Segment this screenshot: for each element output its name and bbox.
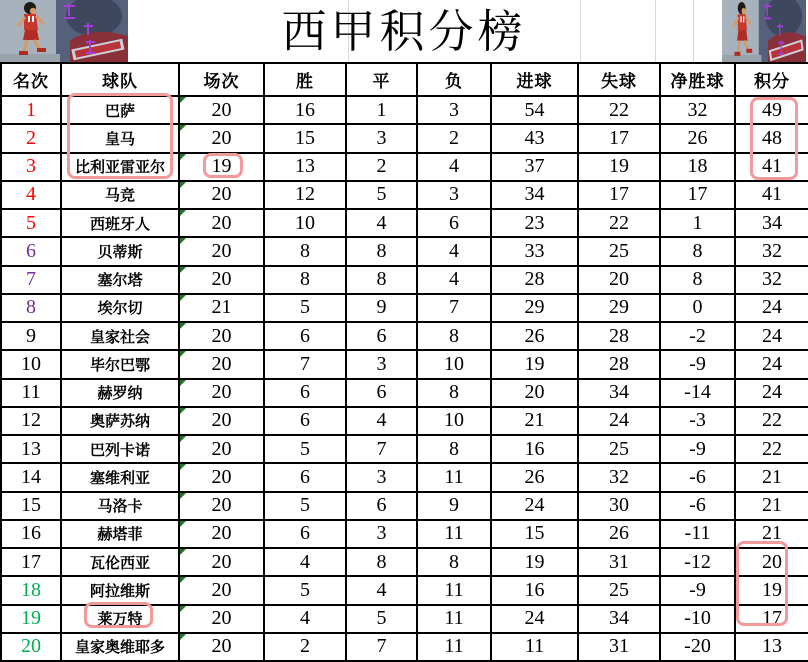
cell-draw: 7	[347, 634, 418, 662]
cell-played: 20	[180, 97, 265, 125]
cell-pts: 49	[736, 97, 808, 125]
cell-ga: 28	[579, 323, 661, 351]
highlight-box-villarreal-played	[203, 153, 243, 178]
cell-gf: 21	[492, 408, 579, 436]
cell-played: 20	[180, 238, 265, 266]
cell-gf: 29	[492, 295, 579, 323]
cell-team: 赫塔菲	[62, 521, 180, 549]
cell-rank: 20	[2, 634, 62, 662]
cell-gd: -10	[661, 606, 736, 634]
cell-gd: 18	[661, 154, 736, 182]
cell-gd: -20	[661, 634, 736, 662]
cell-played: 20	[180, 436, 265, 464]
cell-draw: 3	[347, 125, 418, 153]
cell-team: 塞尔塔	[62, 267, 180, 295]
highlight-box-top3-teams	[67, 93, 173, 179]
cell-ga: 25	[579, 238, 661, 266]
cell-rank: 6	[2, 238, 62, 266]
comment-triangle-icon	[180, 238, 186, 244]
cell-rank: 10	[2, 351, 62, 379]
cell-draw: 3	[347, 351, 418, 379]
cell-gf: 54	[492, 97, 579, 125]
cell-gf: 33	[492, 238, 579, 266]
comment-triangle-icon	[180, 267, 186, 273]
cell-draw: 6	[347, 380, 418, 408]
cell-team: 阿拉维斯	[62, 577, 180, 605]
header-gf: 进球	[492, 64, 579, 97]
cell-played: 20	[180, 125, 265, 153]
cell-rank: 2	[2, 125, 62, 153]
cell-team: 埃尔切	[62, 295, 180, 323]
cell-gf: 19	[492, 351, 579, 379]
cell-pts: 48	[736, 125, 808, 153]
cell-ga: 17	[579, 125, 661, 153]
cell-pts: 21	[736, 464, 808, 492]
cell-pts: 41	[736, 154, 808, 182]
cell-loss: 3	[418, 97, 492, 125]
cell-team: 赫罗纳	[62, 380, 180, 408]
cell-gd: 32	[661, 97, 736, 125]
header-played: 场次	[180, 64, 265, 97]
cell-ga: 17	[579, 182, 661, 210]
slam-dunk-art-icon	[0, 0, 128, 62]
slam-dunk-art-icon	[722, 0, 806, 63]
cell-gd: -9	[661, 351, 736, 379]
cell-team: 莱万特	[62, 606, 180, 634]
cell-win: 6	[265, 408, 347, 436]
cell-rank: 19	[2, 606, 62, 634]
header-pts: 积分	[736, 64, 808, 97]
cell-pts: 41	[736, 182, 808, 210]
cell-draw: 3	[347, 521, 418, 549]
cell-played: 20	[180, 267, 265, 295]
cell-win: 15	[265, 125, 347, 153]
cell-draw: 2	[347, 154, 418, 182]
cell-gf: 37	[492, 154, 579, 182]
cell-rank: 17	[2, 549, 62, 577]
cell-played: 20	[180, 210, 265, 238]
cell-win: 5	[265, 295, 347, 323]
cell-gf: 16	[492, 436, 579, 464]
cell-played: 20	[180, 521, 265, 549]
cell-loss: 4	[418, 267, 492, 295]
cell-win: 16	[265, 97, 347, 125]
cell-team: 奥萨苏纳	[62, 408, 180, 436]
cell-pts: 32	[736, 238, 808, 266]
cell-loss: 11	[418, 577, 492, 605]
cell-draw: 4	[347, 408, 418, 436]
cell-pts: 34	[736, 210, 808, 238]
comment-triangle-icon	[180, 577, 186, 583]
cell-draw: 4	[347, 210, 418, 238]
cell-loss: 8	[418, 323, 492, 351]
cell-pts: 17	[736, 606, 808, 634]
cell-ga: 26	[579, 521, 661, 549]
cell-draw: 6	[347, 493, 418, 521]
cell-win: 2	[265, 634, 347, 662]
cell-loss: 3	[418, 182, 492, 210]
cell-pts: 24	[736, 380, 808, 408]
cell-ga: 29	[579, 295, 661, 323]
cell-gd: -6	[661, 464, 736, 492]
cell-pts: 32	[736, 267, 808, 295]
cell-rank: 1	[2, 97, 62, 125]
cell-team: 马洛卡	[62, 493, 180, 521]
cell-draw: 8	[347, 238, 418, 266]
comment-triangle-icon	[180, 521, 186, 527]
page-title: 西甲积分榜	[281, 4, 527, 58]
cell-pts: 13	[736, 634, 808, 662]
cell-loss: 11	[418, 464, 492, 492]
cell-win: 8	[265, 267, 347, 295]
comment-triangle-icon	[180, 295, 186, 301]
cell-rank: 18	[2, 577, 62, 605]
cell-played: 20	[180, 577, 265, 605]
cell-win: 6	[265, 323, 347, 351]
cell-gd: 8	[661, 267, 736, 295]
cell-loss: 4	[418, 154, 492, 182]
cell-loss: 6	[418, 210, 492, 238]
cell-win: 5	[265, 493, 347, 521]
cell-draw: 5	[347, 182, 418, 210]
comment-triangle-icon	[180, 634, 186, 640]
cell-gf: 23	[492, 210, 579, 238]
cell-team: 巴萨	[62, 97, 180, 125]
cell-loss: 11	[418, 634, 492, 662]
cell-gf: 26	[492, 464, 579, 492]
cell-loss: 2	[418, 125, 492, 153]
cell-gd: -9	[661, 577, 736, 605]
cell-team: 皇马	[62, 125, 180, 153]
comment-triangle-icon	[180, 351, 186, 357]
cell-team: 皇家社会	[62, 323, 180, 351]
header-ga: 失球	[579, 64, 661, 97]
comment-triangle-icon	[180, 549, 186, 555]
header-draw: 平	[347, 64, 418, 97]
cell-ga: 31	[579, 549, 661, 577]
cell-win: 13	[265, 154, 347, 182]
cell-loss: 8	[418, 380, 492, 408]
cell-rank: 14	[2, 464, 62, 492]
cell-rank: 7	[2, 267, 62, 295]
cell-team: 塞维利亚	[62, 464, 180, 492]
cell-played: 20	[180, 634, 265, 662]
cell-gd: 8	[661, 238, 736, 266]
comment-triangle-icon	[180, 210, 186, 216]
cell-played: 20	[180, 351, 265, 379]
cell-gd: 26	[661, 125, 736, 153]
cell-gd: 1	[661, 210, 736, 238]
header-loss: 负	[418, 64, 492, 97]
comment-triangle-icon	[180, 97, 186, 103]
cell-gd: -12	[661, 549, 736, 577]
comment-triangle-icon	[180, 125, 186, 131]
cell-win: 7	[265, 351, 347, 379]
cell-win: 10	[265, 210, 347, 238]
cell-gd: 17	[661, 182, 736, 210]
cell-gd: -3	[661, 408, 736, 436]
cell-rank: 16	[2, 521, 62, 549]
cell-loss: 4	[418, 238, 492, 266]
cell-played: 21	[180, 295, 265, 323]
cell-win: 4	[265, 549, 347, 577]
cell-gf: 43	[492, 125, 579, 153]
cell-win: 5	[265, 577, 347, 605]
cell-win: 6	[265, 521, 347, 549]
cell-pts: 24	[736, 295, 808, 323]
comment-triangle-icon	[180, 154, 186, 160]
cell-win: 8	[265, 238, 347, 266]
cell-ga: 22	[579, 210, 661, 238]
comment-triangle-icon	[180, 380, 186, 386]
cell-draw: 8	[347, 267, 418, 295]
cell-ga: 22	[579, 97, 661, 125]
cell-rank: 11	[2, 380, 62, 408]
cell-loss: 8	[418, 436, 492, 464]
cell-team: 毕尔巴鄂	[62, 351, 180, 379]
comment-triangle-icon	[180, 464, 186, 470]
comment-triangle-icon	[180, 323, 186, 329]
cell-draw: 8	[347, 549, 418, 577]
cell-gd: -11	[661, 521, 736, 549]
cell-played: 19	[180, 154, 265, 182]
cell-ga: 31	[579, 634, 661, 662]
cell-team: 皇家奥维耶多	[62, 634, 180, 662]
cell-rank: 5	[2, 210, 62, 238]
cell-pts: 24	[736, 351, 808, 379]
cell-draw: 4	[347, 577, 418, 605]
header-win: 胜	[265, 64, 347, 97]
cell-draw: 1	[347, 97, 418, 125]
cell-rank: 9	[2, 323, 62, 351]
cell-draw: 7	[347, 436, 418, 464]
cell-played: 20	[180, 182, 265, 210]
cell-team: 比利亚雷亚尔	[62, 154, 180, 182]
cell-loss: 9	[418, 493, 492, 521]
cell-ga: 25	[579, 436, 661, 464]
cell-played: 20	[180, 408, 265, 436]
cell-gd: -6	[661, 493, 736, 521]
cell-gf: 24	[492, 493, 579, 521]
cell-pts: 24	[736, 323, 808, 351]
highlight-box-bottom-points	[736, 541, 788, 626]
cell-ga: 19	[579, 154, 661, 182]
cell-loss: 11	[418, 521, 492, 549]
cell-ga: 25	[579, 577, 661, 605]
cell-loss: 11	[418, 606, 492, 634]
cell-rank: 4	[2, 182, 62, 210]
cell-gf: 16	[492, 577, 579, 605]
highlight-box-top3-points	[750, 97, 798, 180]
cell-rank: 12	[2, 408, 62, 436]
cell-loss: 7	[418, 295, 492, 323]
cell-team: 贝蒂斯	[62, 238, 180, 266]
cell-win: 12	[265, 182, 347, 210]
cell-played: 20	[180, 323, 265, 351]
cell-draw: 3	[347, 464, 418, 492]
cell-pts: 22	[736, 408, 808, 436]
cell-played: 20	[180, 493, 265, 521]
cell-gf: 15	[492, 521, 579, 549]
comment-triangle-icon	[180, 182, 186, 188]
cell-rank: 15	[2, 493, 62, 521]
cell-gd: 0	[661, 295, 736, 323]
cell-loss: 10	[418, 408, 492, 436]
cell-ga: 32	[579, 464, 661, 492]
cell-played: 20	[180, 380, 265, 408]
cell-ga: 24	[579, 408, 661, 436]
cell-gf: 20	[492, 380, 579, 408]
cell-win: 6	[265, 464, 347, 492]
cell-gf: 24	[492, 606, 579, 634]
cell-rank: 3	[2, 154, 62, 182]
cell-pts: 21	[736, 521, 808, 549]
cell-pts: 21	[736, 493, 808, 521]
cell-win: 5	[265, 436, 347, 464]
cell-loss: 10	[418, 351, 492, 379]
cell-ga: 30	[579, 493, 661, 521]
cell-draw: 9	[347, 295, 418, 323]
cell-gf: 28	[492, 267, 579, 295]
cell-draw: 6	[347, 323, 418, 351]
cell-ga: 28	[579, 351, 661, 379]
cell-gd: -2	[661, 323, 736, 351]
cell-team: 马竞	[62, 182, 180, 210]
cell-gf: 19	[492, 549, 579, 577]
cell-win: 6	[265, 380, 347, 408]
cell-played: 20	[180, 606, 265, 634]
cell-played: 20	[180, 549, 265, 577]
comment-triangle-icon	[180, 493, 186, 499]
corner-art-left	[0, 0, 128, 62]
cell-gf: 26	[492, 323, 579, 351]
cell-gd: -9	[661, 436, 736, 464]
comment-triangle-icon	[180, 408, 186, 414]
cell-gd: -14	[661, 380, 736, 408]
cell-gf: 11	[492, 634, 579, 662]
cell-team: 西班牙人	[62, 210, 180, 238]
cell-ga: 20	[579, 267, 661, 295]
header-rank: 名次	[2, 64, 62, 97]
cell-pts: 22	[736, 436, 808, 464]
comment-triangle-icon	[180, 606, 186, 612]
cell-win: 4	[265, 606, 347, 634]
cell-team: 巴列卡诺	[62, 436, 180, 464]
header-gd: 净胜球	[661, 64, 736, 97]
comment-triangle-icon	[180, 436, 186, 442]
cell-rank: 8	[2, 295, 62, 323]
cell-pts: 19	[736, 577, 808, 605]
cell-ga: 34	[579, 380, 661, 408]
cell-rank: 13	[2, 436, 62, 464]
cell-team: 瓦伦西亚	[62, 549, 180, 577]
cell-pts: 20	[736, 549, 808, 577]
cell-played: 20	[180, 464, 265, 492]
cell-gf: 34	[492, 182, 579, 210]
corner-art-right	[722, 0, 806, 63]
header-team: 球队	[62, 64, 180, 97]
cell-ga: 34	[579, 606, 661, 634]
cell-loss: 8	[418, 549, 492, 577]
cell-draw: 5	[347, 606, 418, 634]
highlight-box-levante-team	[84, 602, 153, 628]
